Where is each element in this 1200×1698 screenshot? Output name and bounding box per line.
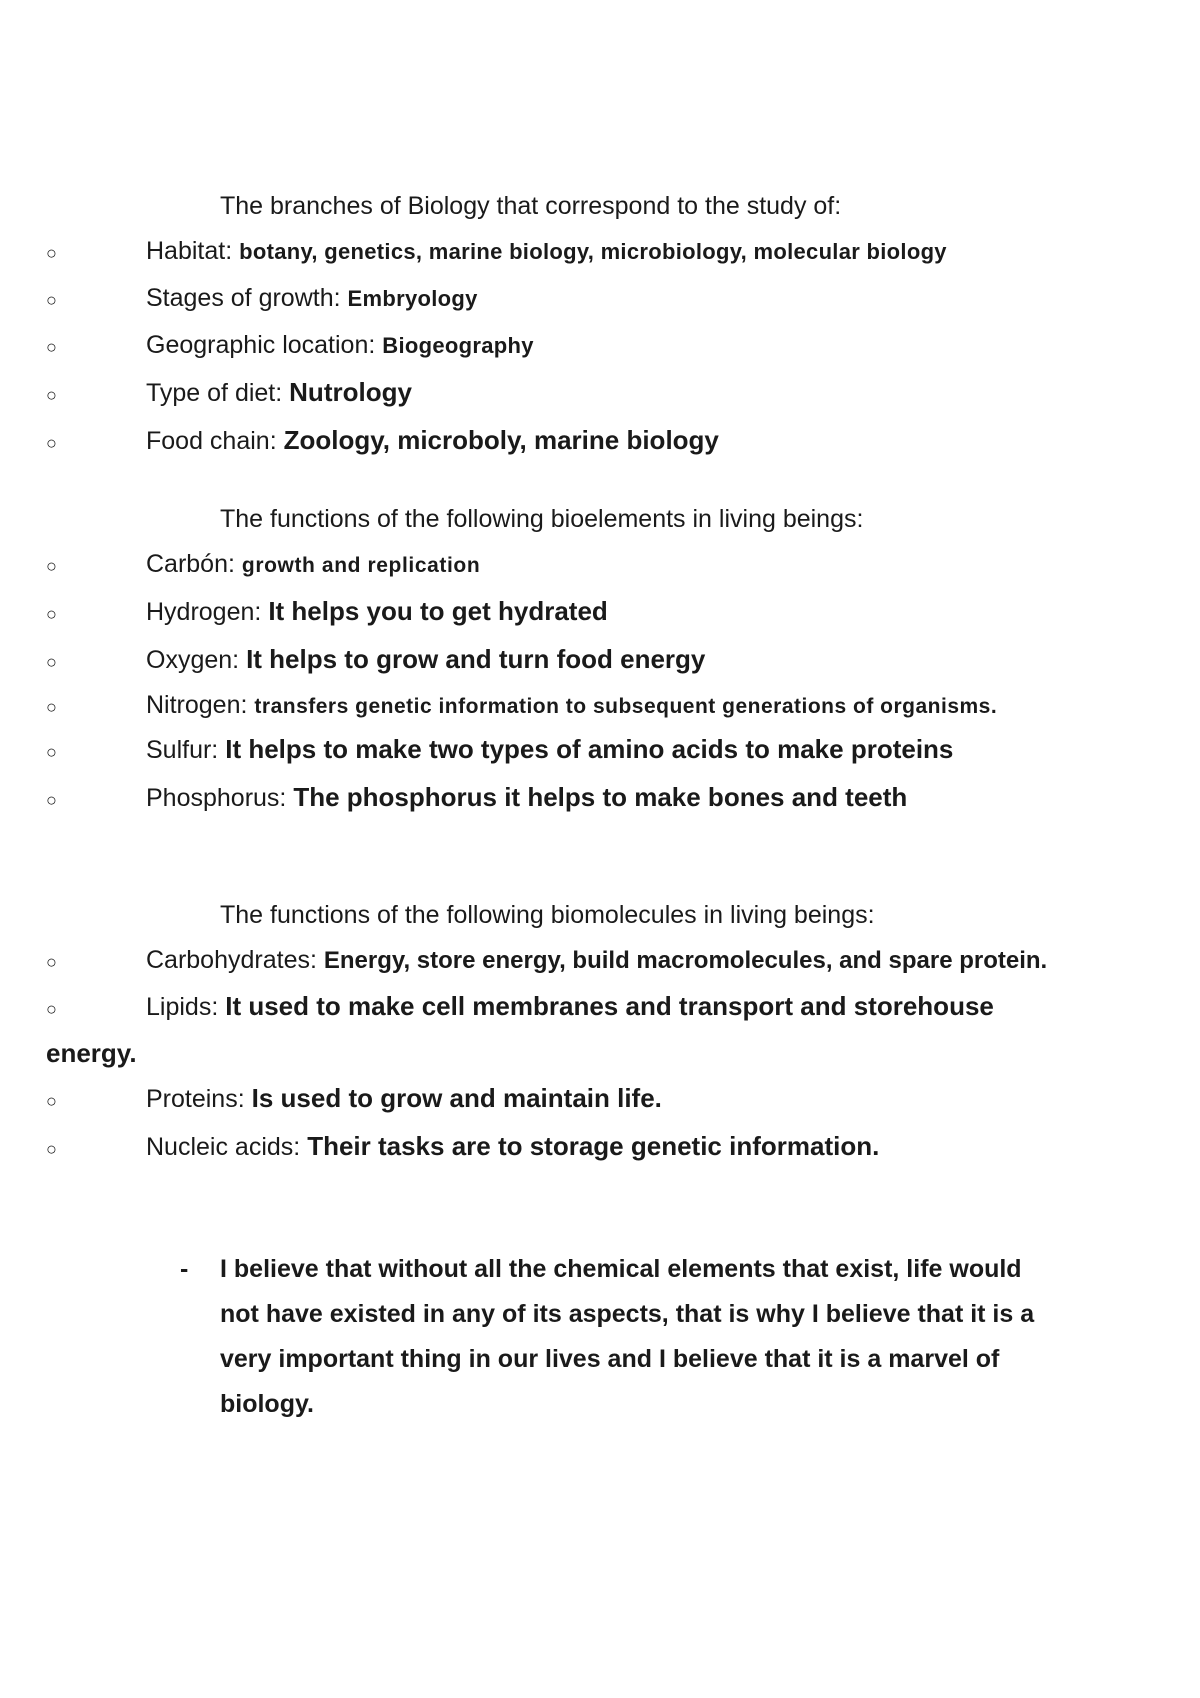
- item-value: growth and replication: [241, 554, 481, 577]
- bullet-icon: ○: [46, 556, 57, 576]
- section-bioelements: [46, 497, 1066, 823]
- item-label: Carbohydrates:: [146, 946, 317, 974]
- item-label: Lipids:: [146, 993, 219, 1021]
- bullet-icon: ○: [46, 652, 57, 672]
- item-value: Is used to grow and maintain life.: [251, 1083, 662, 1113]
- bullet-icon: ○: [46, 697, 57, 717]
- list-item: [46, 229, 1066, 276]
- list-item: [46, 276, 1066, 323]
- bullet-icon: ○: [46, 790, 57, 810]
- section-heading: The functions of the following biomolecules in living beings:: [220, 901, 875, 929]
- list-item: [46, 1076, 1066, 1124]
- item-label: Geographic location:: [146, 331, 376, 359]
- bullet-icon: ○: [46, 742, 57, 762]
- bullet-icon: ○: [46, 433, 57, 453]
- bullet-icon: ○: [46, 337, 57, 357]
- dash-bullet: -: [180, 1255, 189, 1283]
- item-label: Phosphorus:: [146, 784, 287, 812]
- item-value: Zoology, microboly, marine biology: [283, 425, 719, 455]
- bullet-icon: ○: [46, 1139, 57, 1159]
- item-value: transfers genetic information to subsequent generations of organisms.: [254, 695, 998, 718]
- item-value: botany, genetics, marine biology, microbiology, molecular biology: [239, 239, 947, 264]
- item-value: Energy, store energy, build macromolecules, and spare protein.: [323, 947, 1048, 974]
- list-item: [46, 1124, 1066, 1172]
- list-item: [46, 685, 1066, 727]
- item-value: It used to make cell membranes and transport and storehouse energy.: [46, 991, 994, 1068]
- item-label: Proteins:: [146, 1085, 245, 1113]
- item-value: Embryology: [347, 286, 478, 311]
- item-label: Sulfur:: [146, 736, 219, 764]
- item-label: Nitrogen:: [146, 691, 248, 719]
- item-label: Nucleic acids:: [146, 1133, 301, 1161]
- list-item: [46, 938, 1066, 984]
- list-item: [46, 984, 1066, 1076]
- item-value: It helps to make two types of amino acids to make proteins: [225, 734, 954, 764]
- item-value: Biogeography: [382, 333, 534, 358]
- bullet-icon: ○: [46, 1091, 57, 1111]
- list-item: [46, 589, 1066, 637]
- list-item: [46, 542, 1066, 589]
- list-item: [46, 418, 1066, 466]
- list-item: [46, 323, 1066, 370]
- list-item: [46, 637, 1066, 685]
- item-label: Carbón:: [146, 550, 235, 578]
- item-value: The phosphorus it helps to make bones and teeth: [293, 782, 908, 812]
- item-label: Type of diet:: [146, 379, 283, 407]
- bullet-icon: ○: [46, 385, 57, 405]
- item-label: Hydrogen:: [146, 598, 262, 626]
- item-label: Food chain:: [146, 427, 277, 455]
- item-value: It helps you to get hydrated: [268, 596, 608, 626]
- conclusion-text: I believe that without all the chemical elements that exist, life would not have existed in any of its aspects, that is why I believe that it is a very important thing in our lives and I believe that it is a marvel of biology.: [220, 1255, 1035, 1418]
- bullet-icon: ○: [46, 243, 57, 263]
- list-item: [46, 775, 1066, 823]
- list-item: [46, 727, 1066, 775]
- bullet-icon: ○: [46, 604, 57, 624]
- item-value: Nutrology: [289, 377, 412, 407]
- item-label: Stages of growth:: [146, 284, 341, 312]
- item-label: Oxygen:: [146, 646, 240, 674]
- list-item: [46, 370, 1066, 418]
- item-value: Their tasks are to storage genetic information.: [307, 1131, 880, 1161]
- bullet-icon: ○: [46, 290, 57, 310]
- section-heading: The functions of the following bioelements in living beings:: [220, 505, 864, 533]
- bullet-icon: ○: [46, 999, 57, 1019]
- section-heading: The branches of Biology that correspond to the study of:: [220, 192, 842, 220]
- item-value: It helps to grow and turn food energy: [246, 644, 706, 674]
- section-biomolecules: [46, 893, 1066, 1172]
- bullet-icon: ○: [46, 952, 57, 972]
- item-label: Habitat:: [146, 237, 233, 265]
- conclusion-paragraph: [180, 1247, 1060, 1427]
- section-branches: [46, 184, 1066, 466]
